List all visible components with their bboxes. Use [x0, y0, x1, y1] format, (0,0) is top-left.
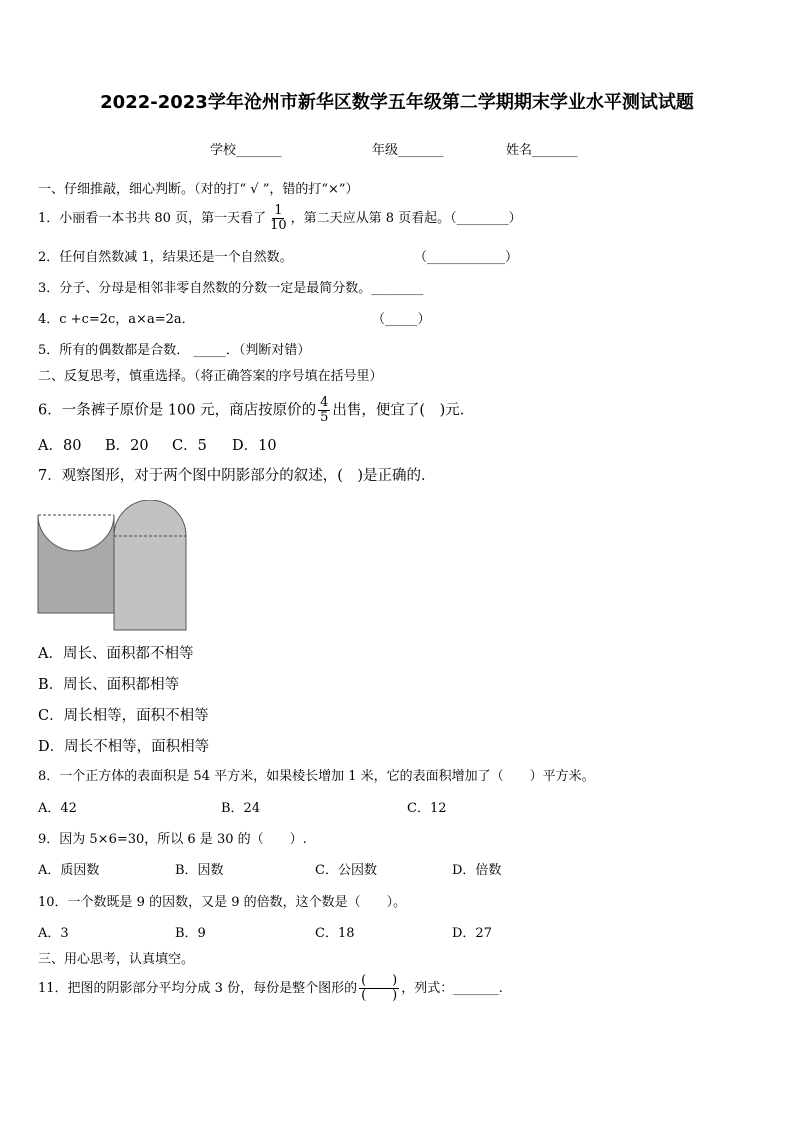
question-7: 7．观察图形，对于两个图中阴影部分的叙述，( )是正确的．	[38, 468, 436, 484]
name-field: 姓名_______	[506, 143, 578, 158]
question-5: 5．所有的偶数都是合数． _____．（判断对错）	[38, 343, 311, 358]
question-1-text-end: ，第二天应从第 8 页看起。（________）	[290, 211, 522, 226]
question-2-blank: （____________）	[414, 250, 519, 265]
section-3-heading: 三、用心思考，认真填空。	[38, 952, 195, 967]
question-6-text-end: 出售，便宜了( )元．	[332, 402, 475, 419]
q10-option-a: A．3	[38, 926, 69, 941]
question-4-blank: （_____）	[372, 312, 431, 327]
q8-option-a: A．42	[38, 801, 77, 816]
q6-option-b: B．20	[105, 438, 149, 454]
q10-option-b: B．9	[175, 926, 206, 941]
question-11-text-end: ，列式：_______.	[401, 981, 503, 996]
q7-option-b: B．周长、面积都相等	[38, 677, 180, 693]
right-shaded-figure	[114, 500, 186, 630]
q6-option-a: A．80	[38, 438, 82, 454]
q7-option-d: D．周长不相等，面积相等	[38, 739, 210, 755]
fraction-numerator: 1	[274, 203, 283, 218]
shaded-figures	[37, 500, 189, 632]
fraction-denominator: 5	[320, 410, 329, 425]
fraction	[318, 396, 330, 425]
question-11	[38, 974, 503, 1003]
fraction-denominator: 10	[270, 218, 287, 233]
section-2-heading: 二、反复思考，慎重选择。（将正确答案的序号填在括号里）	[38, 369, 383, 384]
question-10: 10．一个数既是 9 的因数，又是 9 的倍数，这个数是（ ）。	[38, 895, 407, 910]
q7-option-a: A．周长、面积都不相等	[38, 646, 194, 662]
question-2: 2．任何自然数减 1，结果还是一个自然数。	[38, 250, 293, 265]
question-4: 4．c +c=2c，a×a=2a．	[38, 312, 195, 327]
q6-option-c: C．5	[172, 438, 207, 454]
q6-option-d: D．10	[232, 438, 277, 454]
fraction	[359, 974, 399, 1003]
grade-field: 年级_______	[372, 143, 444, 158]
question-8: 8．一个正方体的表面积是 54 平方米，如果棱长增加 1 米，它的表面积增加了（ ）平方米。	[38, 769, 595, 784]
fraction-numerator: ( )	[361, 973, 398, 988]
question-3: 3．分子、分母是相邻非零自然数的分数一定是最简分数。________	[38, 281, 424, 296]
question-6-text: 6．一条裤子原价是 100 元，商店按原价的	[38, 402, 317, 419]
q9-option-c: C．公因数	[315, 863, 377, 878]
school-field: 学校_______	[210, 143, 282, 158]
page-title: 2022-2023学年沧州市新华区数学五年级第二学期期末学业水平测试试题	[100, 92, 694, 113]
question-6	[38, 396, 474, 425]
fraction-numerator: 4	[320, 395, 329, 410]
fraction-denominator: ( )	[361, 988, 398, 1003]
q10-option-d: D．27	[452, 926, 492, 941]
question-11-text: 11．把图的阴影部分平均分成 3 份，每份是整个图形的	[38, 981, 358, 996]
q9-option-b: B．因数	[175, 863, 224, 878]
q7-option-c: C．周长相等，面积不相等	[38, 708, 209, 724]
question-1-text: 1．小丽看一本书共 80 页，第一天看了	[38, 211, 267, 226]
q9-option-d: D．倍数	[452, 863, 502, 878]
question-9: 9．因为 5×6=30，所以 6 是 30 的（ ）.	[38, 832, 307, 847]
fraction	[268, 204, 289, 233]
q9-option-a: A．质因数	[38, 863, 100, 878]
left-shaded-figure	[38, 515, 114, 613]
q8-option-b: B．24	[221, 801, 261, 816]
section-1-heading: 一、仔细推敲，细心判断。（对的打“ √ ”，错的打“×”）	[38, 182, 359, 197]
q10-option-c: C．18	[315, 926, 355, 941]
question-1	[38, 204, 522, 233]
q8-option-c: C．12	[407, 801, 447, 816]
